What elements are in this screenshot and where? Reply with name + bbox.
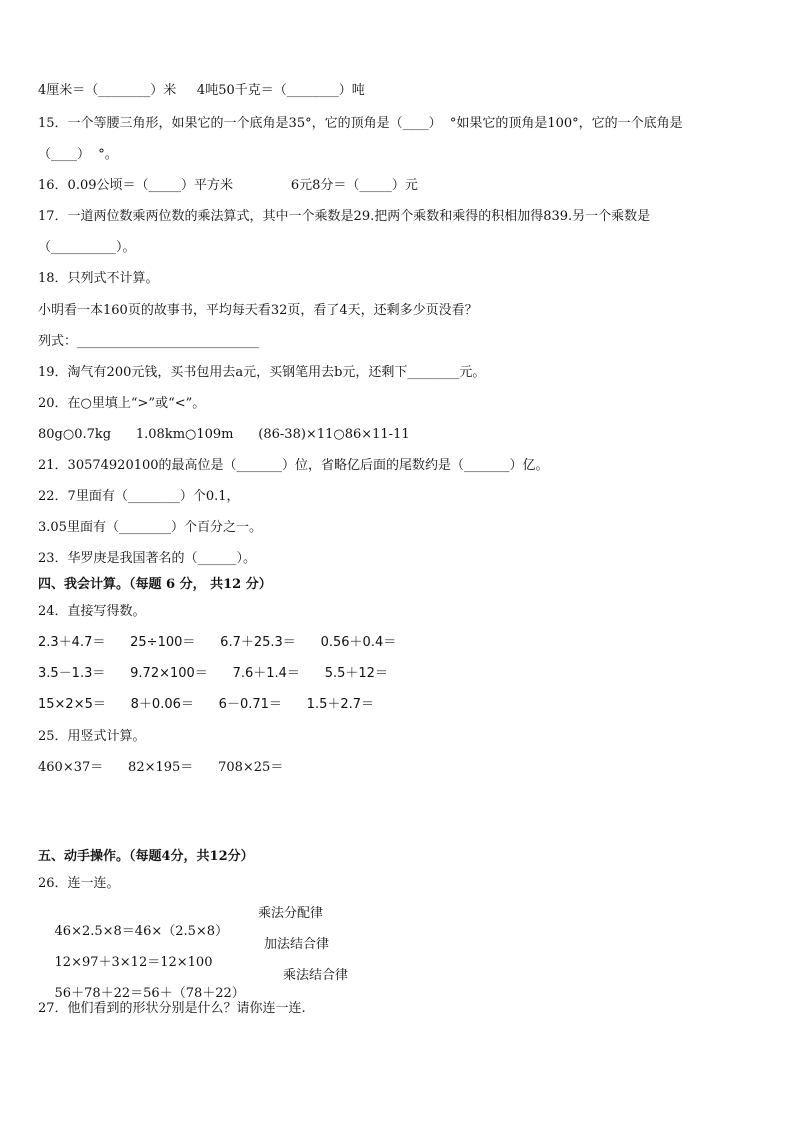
unit-conversion-row: 4厘米＝（________）米 4吨50千克＝（________）吨 bbox=[38, 83, 365, 98]
question-22: 22．7里面有（________）个0.1， bbox=[38, 489, 240, 504]
question-22-cont: 3.05里面有（________）个百分之一。 bbox=[38, 520, 262, 535]
question-16: 16．0.09公顷＝（_____）平方米 6元8分＝（_____）元 bbox=[38, 178, 418, 193]
question-17-cont: （__________）。 bbox=[38, 240, 136, 255]
question-18-problem: 小明看一本160页的故事书，平均每天看32页，看了4天，还剩多少页没看？ bbox=[38, 303, 478, 318]
match-law-1[interactable]: 乘法分配律 bbox=[258, 906, 324, 921]
question-27: 27．他们看到的形状分别是什么？请你连一连. bbox=[38, 1001, 306, 1016]
match-expression: 12×97＋3×12＝12×100 bbox=[54, 955, 213, 970]
mental-math-row-2: 3.5－1.3＝ 9.72×100＝ 7.6＋1.4＝ 5.5＋12＝ bbox=[38, 666, 388, 681]
section-5-heading: 五、动手操作。（每题4分，共12分） bbox=[38, 849, 254, 864]
match-law-3[interactable]: 乘法结合律 bbox=[283, 968, 349, 983]
match-row-1 bbox=[38, 905, 229, 939]
question-26: 26．连一连。 bbox=[38, 876, 120, 891]
question-20: 20．在○里填上“>”或“<”。 bbox=[38, 396, 206, 411]
match-expression: 56＋78＋22＝56＋（78＋22） bbox=[54, 986, 245, 1001]
question-15: 15．一个等腰三角形，如果它的一个底角是35°，它的顶角是（____） °如果它的顶角是100°，它的一个底角是 bbox=[38, 116, 683, 131]
question-17: 17．一道两位数乘两位数的乘法算式，其中一个乘数是29.把两个乘数和乘得的积相加得839.另一个乘数是 bbox=[38, 209, 651, 224]
question-18-formula: 列式：____________________________ bbox=[38, 334, 260, 349]
question-19: 19．淘气有200元钱，买书包用去a元，买钢笔用去b元，还剩下________元。 bbox=[38, 365, 486, 380]
match-row-3 bbox=[38, 967, 245, 1001]
mental-math-row-1: 2.3＋4.7＝ 25÷100＝ 6.7＋25.3＝ 0.56＋0.4＝ bbox=[38, 635, 397, 650]
question-20-items: 80g○0.7kg 1.08km○109m (86-38)×11○86×11-11 bbox=[38, 427, 410, 442]
question-21: 21．30574920100的最高位是（_______）位，省略亿后面的尾数约是（_______）亿。 bbox=[38, 458, 549, 473]
question-24: 24．直接写得数。 bbox=[38, 604, 146, 619]
question-18: 18．只列式不计算。 bbox=[38, 271, 159, 286]
match-expression: 46×2.5×8＝46×（2.5×8） bbox=[54, 924, 229, 939]
vertical-calc-row: 460×37＝ 82×195＝ 708×25＝ bbox=[38, 760, 284, 775]
section-4-heading: 四、我会计算。（每题 6 分， 共12 分） bbox=[38, 577, 272, 592]
match-law-2[interactable]: 加法结合律 bbox=[264, 937, 330, 952]
mental-math-row-3: 15×2×5＝ 8＋0.06＝ 6－0.71＝ 1.5＋2.7＝ bbox=[38, 697, 375, 712]
question-15-cont: （____） °。 bbox=[38, 147, 118, 162]
match-row-2 bbox=[38, 936, 213, 970]
question-23: 23．华罗庚是我国著名的（______）。 bbox=[38, 551, 257, 566]
question-25: 25．用竖式计算。 bbox=[38, 729, 146, 744]
